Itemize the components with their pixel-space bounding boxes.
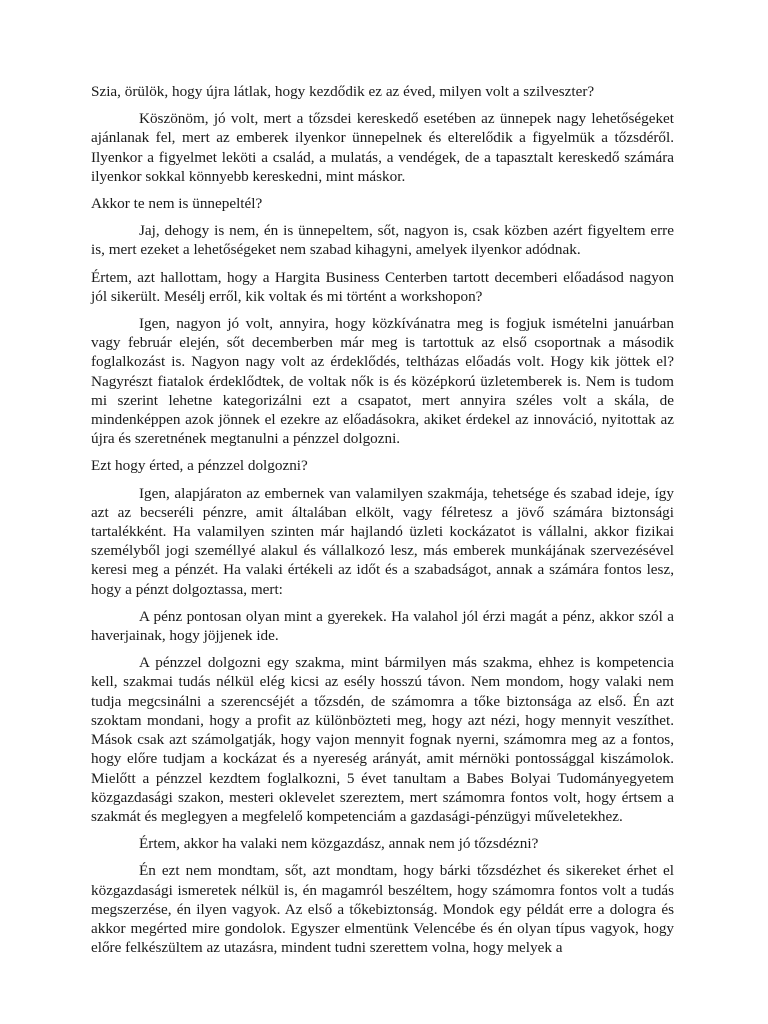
interview-answer: Jaj, dehogy is nem, én is ünnepeltem, sőt, nagyon is, csak közben azért figyeltem erre is, mert ezeket a lehetőségeket nem szabad kihagyni, amelyek ilyenkor adódnak. — [91, 222, 674, 259]
interview-question: Szia, örülök, hogy újra látlak, hogy kezdődik ez az éved, milyen volt a szilveszter? — [91, 83, 595, 100]
document-page — [91, 82, 674, 965]
interview-question: Akkor te nem is ünnepeltél? — [91, 195, 263, 213]
interview-question: Értem, azt hallottam, hogy a Hargita Business Centerben tartott decemberi előadásod nagyon jól sikerült. Mesélj erről, kik voltak és mi történt a workshopon? — [91, 268, 674, 305]
interview-answer: Igen, nagyon jó volt, annyira, hogy közkívánatra meg is fogjuk ismételni januárban vagy február elején, sőt decemberben már meg is tartottuk az első csoportnak a második foglalkozást is. Nagyon nagy volt az érdeklődés, teltházas előadás volt. Hogy kik jöttek el? Nagyrészt fiatalok érdeklődtek, de voltak nők is és középkorú üzletemberek is. Nem is tudom mi szerint lehetne kategorizálni ezt a csapatot, mert annyira széles volt a skála, de mindenképpen azok jönnek el ezekre az előadásokra, akiket érdekel az innováció, nyitottak az újra és szeretnének megtanulni a pénzzel dolgozni. — [91, 315, 674, 448]
interview-question: Értem, akkor ha valaki nem közgazdász, annak nem jó tőzsdézni? — [139, 835, 539, 853]
interview-answer: Köszönöm, jó volt, mert a tőzsdei kereskedő esetében az ünnepek nagy lehetőségeket ajánlanak fel, mert az emberek ilyenkor ünnepelnek és elterelődik a figyelmük a tőzsdéről. Ilyenkor a figyelmet leköti a család, a mulatás, a vendégek, de a tapasztalt kereskedő számára ilyenkor sokkal könnyebb kereskedni, mint máskor. — [91, 110, 674, 185]
interview-answer: A pénzzel dolgozni egy szakma, mint bármilyen más szakma, ehhez is kompetencia kell, szakmai tudás nélkül elég kicsi az esély hosszú távon. Nem mondom, hogy valaki nem tudja megcsinálni a szerencséjét a tőzsdén, de számomra a tőke biztonsága az első. Én azt szoktam mondani, hogy a profit az különbözteti meg, hogy azt nézi, hogy mennyit veszíthet. Mások csak azt számolgatják, hogy vajon mennyit fognak nyerni, számomra meg az a fontos, hogy előre tudjam a kockázat és a nyereség arányát, amit mérnöki pontossággal kiszámolok. Mielőtt a pénzzel kezdtem foglalkozni, 5 évet tanultam a Babes Bolyai Tudományegyetem közgazdasági szakon, mesteri oklevelet szereztem, mert számomra fontos volt, hogy értsem a szakmát és meglegyen a megfelelő kompetenciám a gazdasági-pénzügyi műveletekhez. — [91, 654, 674, 825]
quote-paragraph: A pénz pontosan olyan mint a gyerekek. Ha valahol jól érzi magát a pénz, akkor szól a haverjainak, hogy jöjjenek ide. — [91, 607, 674, 645]
interview-answer: Én ezt nem mondtam, sőt, azt mondtam, hogy bárki tőzsdézhet és sikereket érhet el közgazdasági ismeretek nélkül is, én magamról beszéltem, hogy számomra fontos volt a tudás megszerzése, én ilyen vagyok. Az első a tőkebiztonság. Mondok egy példát erre a dologra és akkor megérted mire gondolok. Egyszer elmentünk Velencébe és én olyan típus vagyok, hogy előre felkészültem az utazásra, mindent tudni szerettem volna, hogy melyek a — [91, 862, 674, 957]
interview-answer: Igen, alapjáraton az embernek van valamilyen szakmája, tehetsége és szabad ideje, így azt az becseréli pénzre, amit általában elkölt, vagy félretesz a jövő számára biztonsági tartalékként. Ha valamilyen szinten már hajlandó üzleti kockázatot is vállalni, akkor fizikai személyből jogi személlyé alakul és vállalkozó lesz, más emberek munkájának szervezésével keresi meg a pénzét. Ha valaki értékeli az időt és a szabadságot, annak a számára fontos lesz, hogy a pénzt dolgoztassa, mert: — [91, 484, 674, 598]
interview-question: Ezt hogy érted, a pénzzel dolgozni? — [91, 457, 308, 475]
